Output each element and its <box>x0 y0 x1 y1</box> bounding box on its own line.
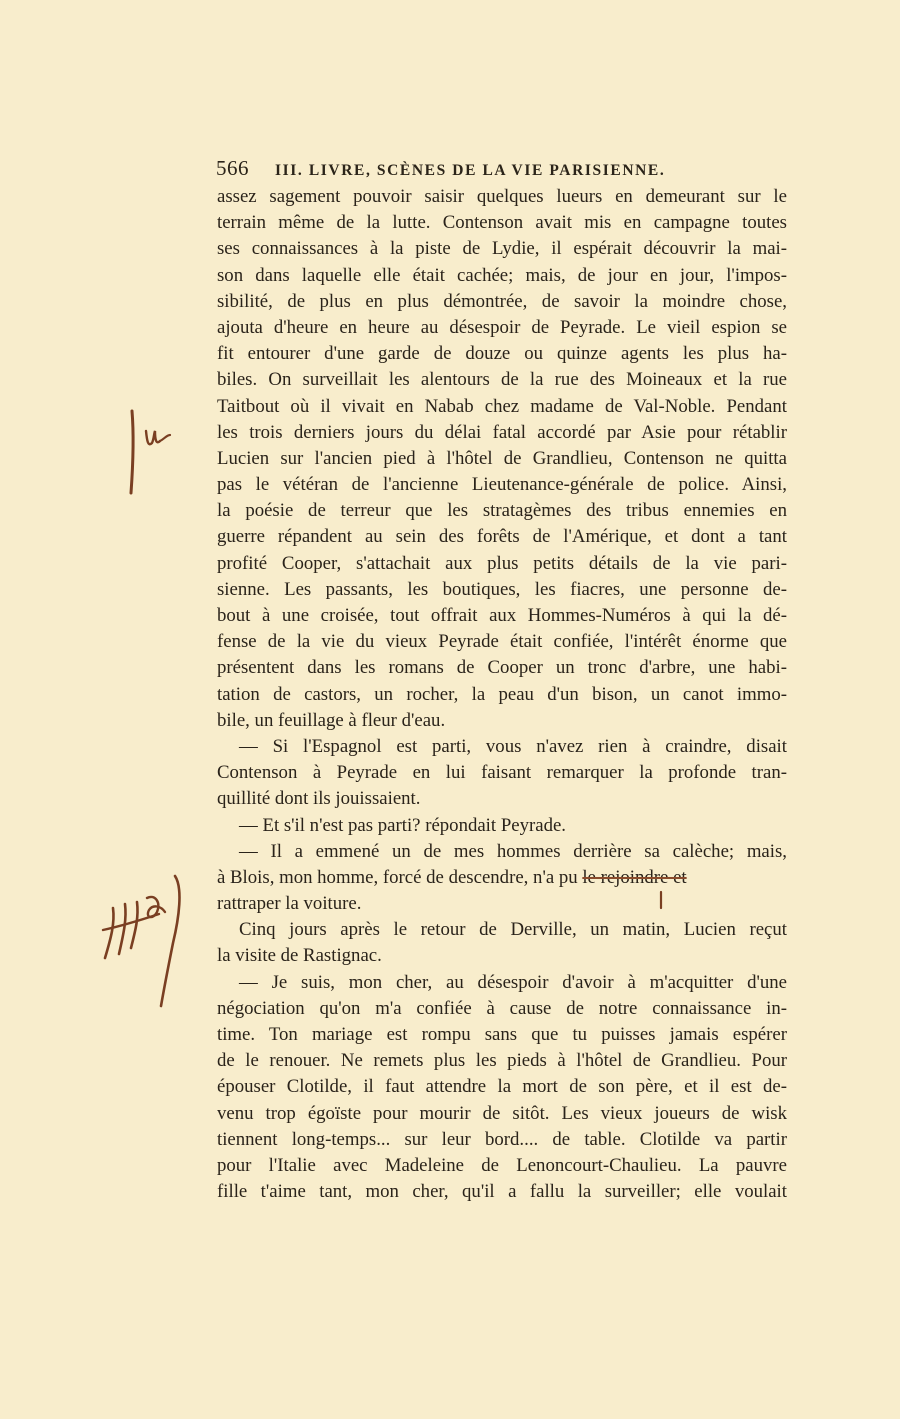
page-header <box>216 156 791 180</box>
handwritten-mark-icon <box>95 868 190 1013</box>
handwritten-mark-icon <box>120 405 180 500</box>
text-line: pas le vétéran de l'ancienne Lieutenance-générale de police. Ainsi, <box>217 474 787 496</box>
text-line: la visite de Rastignac. <box>217 945 382 967</box>
text-line: guerre répandent au sein des forêts de l'Amérique, et dont a tant <box>217 526 787 548</box>
text-line: — Et s'il n'est pas parti? répondait Peyrade. <box>239 814 567 836</box>
text-line: quillité dont ils jouissaient. <box>217 788 421 810</box>
struck-text: le rejoindre et <box>582 866 687 888</box>
body-text <box>217 184 787 1205</box>
text-line-start: à Blois, mon homme, forcé de descendre, n'a pu <box>217 866 578 888</box>
text-line: tation de castors, un rocher, la peau d'un bison, un canot immo- <box>217 683 787 705</box>
text-line: sibilité, de plus en plus démontrée, de savoir la moindre chose, <box>217 290 787 312</box>
text-line: de le renouer. Ne remets plus les pieds à l'hôtel de Grandlieu. Pour <box>217 1050 787 1072</box>
text-line: — Si l'Espagnol est parti, vous n'avez rien à craindre, disait <box>239 735 787 757</box>
text-line: pour l'Italie avec Madeleine de Lenoncourt-Chaulieu. La pauvre <box>217 1154 787 1176</box>
text-line: épouser Clotilde, il faut attendre la mort de son père, et il est de- <box>217 1076 787 1098</box>
text-line: profité Cooper, s'attachait aux plus petits détails de la vie pari- <box>217 552 787 574</box>
running-head: III. LIVRE, SCÈNES DE LA VIE PARISIENNE. <box>275 162 666 179</box>
text-line: négociation qu'on m'a confiée à cause de notre connaissance in- <box>217 997 787 1019</box>
text-line: Lucien sur l'ancien pied à l'hôtel de Grandlieu, Contenson ne quitta <box>217 447 787 469</box>
text-line: rattraper la voiture. <box>217 893 362 915</box>
text-line: bile, un feuillage à fleur d'eau. <box>217 709 446 731</box>
caret-icon <box>655 890 667 912</box>
text-line: ajouta d'heure en heure au désespoir de Peyrade. Le vieil espion se <box>217 316 787 338</box>
text-line: bout à une croisée, tout offrait aux Hommes-Numéros à qui la dé- <box>217 605 787 626</box>
text-line: fille t'aime tant, mon cher, qu'il a fallu la surveiller; elle voulait <box>217 1181 787 1203</box>
text-line: — Je suis, mon cher, au désespoir d'avoir à m'acquitter d'une <box>239 971 787 993</box>
text-line: tiennent long-temps... sur leur bord.... de table. Clotilde va partir <box>217 1128 787 1150</box>
text-line: time. Ton mariage est rompu sans que tu puisses jamais espérer <box>217 1024 787 1045</box>
margin-annotation-lower <box>95 868 190 1013</box>
text-line: — Il a emmené un de mes hommes derrière sa calèche; mais, <box>239 840 787 862</box>
text-line: les trois derniers jours du délai fatal accordé par Asie pour rétablir <box>217 421 787 443</box>
text-line: Contenson à Peyrade en lui faisant remarquer la profonde tran- <box>217 762 787 784</box>
text-line: venu trop égoïste pour mourir de sitôt. Les vieux joueurs de wisk <box>217 1102 787 1124</box>
text-line: ses connaissances à la piste de Lydie, il espérait découvrir la mai- <box>217 238 787 260</box>
text-line: biles. On surveillait les alentours de la rue des Moineaux et la rue <box>217 369 787 391</box>
text-line: Taitbout où il vivait en Nabab chez madame de Val-Noble. Pendant <box>217 395 787 417</box>
text-line: assez sagement pouvoir saisir quelques lueurs en demeurant sur le <box>217 186 787 207</box>
text-line: sienne. Les passants, les boutiques, les fiacres, une personne de- <box>217 578 787 600</box>
margin-annotation-upper <box>120 405 180 500</box>
text-line: son dans laquelle elle était cachée; mais, de jour en jour, l'impos- <box>217 264 787 286</box>
text-line-with-deletion <box>217 865 787 891</box>
text-line: présentent dans les romans de Cooper un tronc d'arbre, une habi- <box>217 657 787 679</box>
caret-mark <box>655 890 667 912</box>
text-line: fense de la vie du vieux Peyrade était confiée, l'intérêt énorme que <box>217 631 787 653</box>
text-line: fit entourer d'une garde de douze ou quinze agents les plus ha- <box>217 343 787 365</box>
page-number: 566 <box>216 156 249 180</box>
text-line: Cinq jours après le retour de Derville, un matin, Lucien reçut <box>239 919 787 941</box>
text-line: terrain même de la lutte. Contenson avait mis en campagne toutes <box>217 212 787 234</box>
text-line: la poésie de terreur que les stratagèmes des tribus ennemies en <box>217 500 787 522</box>
